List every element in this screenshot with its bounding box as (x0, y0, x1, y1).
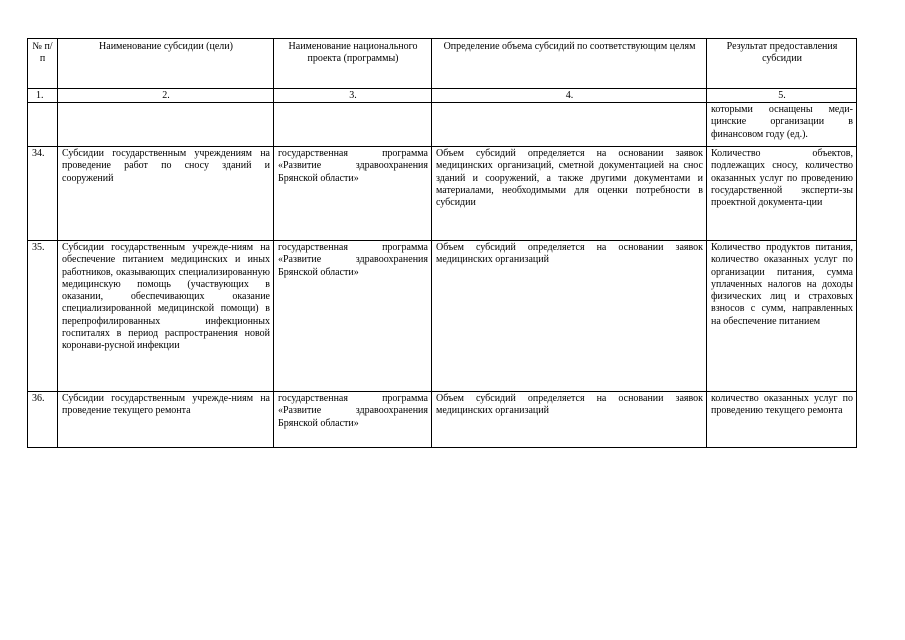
subsidy-name-cell: Субсидии государственным учрежде-ниям на обеспечение питанием медицинских и иных работников, оказывающих специализированную медицинскую помощь (участвующих в оказании, обеспечивающих оказание специализированной медицинской помощи) в перепрофилированных инфекционных госпиталях в период распространения новой коронави-русной инфекции (58, 241, 274, 392)
program-cell: государственная программа «Развитие здравоохранения Брянской области» (274, 392, 432, 448)
volume-cell: Объем субсидий определяется на основании заявок медицинских организаций (432, 392, 707, 448)
column-number: 2. (58, 89, 274, 103)
subsidy-name-cell: Субсидии государственным учрежде-ниям на проведение текущего ремонта (58, 392, 274, 448)
empty-cell (28, 103, 58, 147)
header-result: Результат предоставления субсидии (707, 39, 857, 89)
column-number: 5. (707, 89, 857, 103)
result-cell: Количество продуктов питания, количество оказанных услуг по организации питания, сумма уплаченных налогов на доходы физических лиц и страховых взносов с сумм, направленных на обеспечение питанием (707, 241, 857, 392)
subsidy-name-cell: Субсидии государственным учреждениям на проведение работ по сносу зданий и сооружений (58, 147, 274, 241)
column-number: 4. (432, 89, 707, 103)
table-row (28, 241, 857, 392)
empty-cell (58, 103, 274, 147)
continuation-row (28, 103, 857, 147)
column-number: 1. (28, 89, 58, 103)
empty-cell (432, 103, 707, 147)
header-volume-definition: Определение объема субсидий по соответствующим целям (432, 39, 707, 89)
result-cell: которыми оснащены меди-цинские организации в финансовом году (ед.). (707, 103, 857, 147)
empty-cell (274, 103, 432, 147)
volume-cell: Объем субсидий определяется на основании заявок медицинских организаций, сметной документацией на снос зданий и сооружений, а также другими документами и материалами, необходимыми для оценки потребности в субсидии (432, 147, 707, 241)
program-cell: государственная программа «Развитие здравоохранения Брянской области» (274, 147, 432, 241)
row-number: 36. (28, 392, 58, 448)
header-num: № п/п (28, 39, 58, 89)
row-number: 34. (28, 147, 58, 241)
row-number: 35. (28, 241, 58, 392)
subsidies-table (27, 38, 857, 448)
column-number-row (28, 89, 857, 103)
result-cell: количество оказанных услуг по проведению текущего ремонта (707, 392, 857, 448)
result-cell: Количество объектов, подлежащих сносу, количество оказанных услуг по проведению государственной эксперти-зы проектной документа-ции (707, 147, 857, 241)
column-number: 3. (274, 89, 432, 103)
header-subsidy-name: Наименование субсидии (цели) (58, 39, 274, 89)
table-row (28, 392, 857, 448)
table-row (28, 147, 857, 241)
header-project-name: Наименование национального проекта (программы) (274, 39, 432, 89)
table-header-row (28, 39, 857, 89)
volume-cell: Объем субсидий определяется на основании заявок медицинских организаций (432, 241, 707, 392)
program-cell: государственная программа «Развитие здравоохранения Брянской области» (274, 241, 432, 392)
